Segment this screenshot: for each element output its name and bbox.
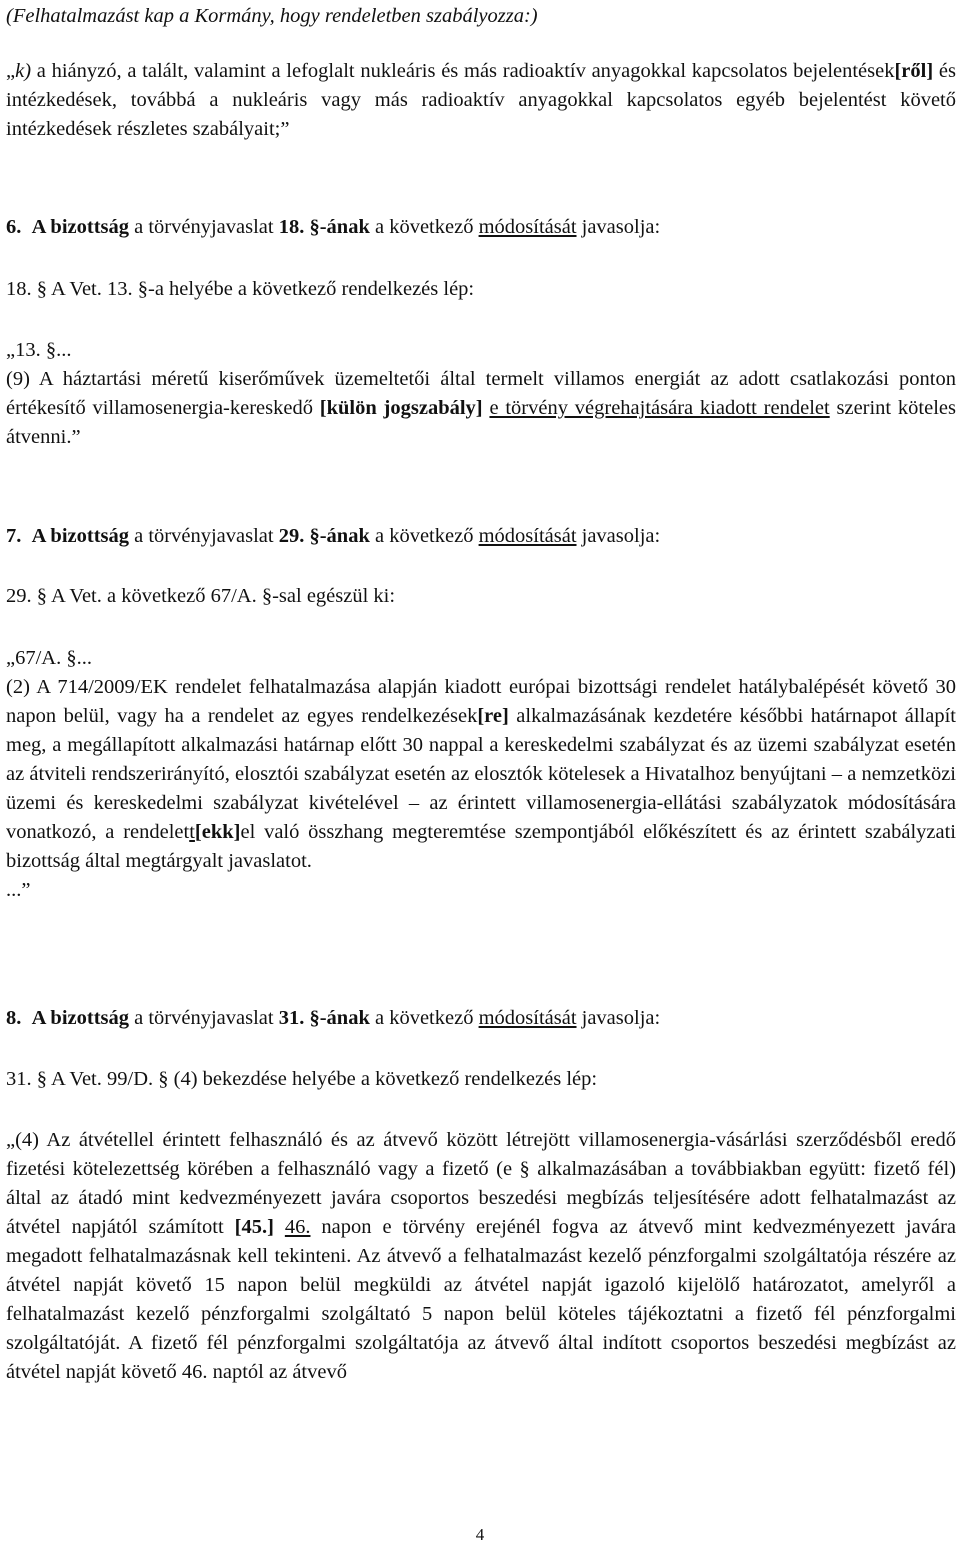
committee-label: A bizottság bbox=[31, 216, 129, 238]
inserted-text: e törvény végrehajtására kiadott rendelet bbox=[489, 397, 830, 419]
section-body bbox=[6, 365, 956, 452]
body-text: alkalmazásának kezdetére későbbi határnapot állapít meg, a megállapított alkalmazási határnap előtt 30 nappal a kereskedelmi szabályzat és az üzemi szabályzat esetén az átviteli rendszerirányító, elosztói szabályzat esetén az elosztók kötelesek a Hivatalhoz benyújtani – a nemzetközi üzemi és kereskedelmi szabályzat kivételével – az érintett villamosenergia-ellátási szabályzatok módosítására vonatkozó, a rendelet bbox=[6, 705, 956, 843]
deleted-text: [45.] bbox=[234, 1216, 274, 1238]
heading-text: a következő bbox=[369, 216, 479, 238]
amendment-number: 8. bbox=[6, 1007, 22, 1029]
modification-link: módosítását bbox=[478, 525, 577, 547]
amendment-reference-8: 31. § A Vet. 99/D. § (4) bekezdése helyébe a következő rendelkezés lép: bbox=[6, 1068, 598, 1090]
body-text: „(4) Az átvétellel érintett felhasználó és az átvevő között létrejött villamosenergia-vásárlási szerződésből eredő fizetési kötelezettség körében a felhasználó vagy a fizető (e § alkalmazásában a továbbiakban együtt: fizető fél) által az átadó mint kedvezményezett javára csoportos beszedési megbízás teljesítésére adott felhatalmazást az átvétel napjától számított bbox=[6, 1129, 956, 1238]
paragraph-k-point bbox=[6, 57, 956, 144]
section-head: „67/A. §... bbox=[6, 647, 92, 669]
authorization-header: (Felhatalmazást kap a Kormány, hogy rendeletben szabályozza:) bbox=[6, 5, 538, 27]
deleted-text: [ekk] bbox=[194, 821, 241, 843]
amendment-heading-8 bbox=[6, 1004, 956, 1033]
heading-text: javasolja: bbox=[576, 1007, 661, 1029]
body-text: napon e törvény erejénél fogva az átvevő mint kedvezményezett javára megadott felhatalmazásnak kell tekinteni. Az átvevő a felhatalmazást kezelő pénzforgalmi szolgáltatója részére az átvétel napját követő 15 napon belül megküldi az átvétel napját igazoló kijelölő határozatot, amelyről a felhatalmazást kezelő pénzforgalmi szolgáltató 5 napon belül köteles tájékoztatni a fizető fél pénzforgalmi szolgáltatóját. A fizető fél pénzforgalmi szolgáltatója az átvevő által indított csoportos beszedési megbízást az átvétel napját követő 46. naptól az átvevő bbox=[6, 1216, 956, 1383]
heading-text: javasolja: bbox=[576, 216, 661, 238]
heading-text: a törvényjavaslat bbox=[129, 216, 279, 238]
page-number: 4 bbox=[475, 1525, 485, 1544]
section-ref: 29. §-ának bbox=[278, 525, 370, 547]
section-ref: 18. §-ának bbox=[278, 216, 370, 238]
inserted-text: 46. bbox=[284, 1216, 311, 1238]
heading-text: a következő bbox=[369, 1007, 479, 1029]
body-text: szerint köteles átvenni.” bbox=[6, 397, 956, 448]
body-text: (2) A 714/2009/EK rendelet felhatalmazása alapján kiadott európai bizottsági rendelet hatálybalépését követő 30 napon belül, vagy ha a rendelet az egyes rendelkezések bbox=[6, 676, 956, 727]
heading-text: a törvényjavaslat bbox=[129, 1007, 279, 1029]
amendment-heading-6 bbox=[6, 213, 956, 242]
section-ref: 31. §-ának bbox=[278, 1007, 370, 1029]
heading-text: javasolja: bbox=[576, 525, 661, 547]
deleted-text: [ről] bbox=[894, 60, 934, 82]
section-end: ...” bbox=[6, 879, 31, 901]
deleted-text: [re] bbox=[477, 705, 509, 727]
section-67a-block bbox=[6, 644, 956, 905]
heading-text: a törvényjavaslat bbox=[129, 525, 279, 547]
quote-open: „ bbox=[6, 60, 16, 82]
amendment-heading-7 bbox=[6, 522, 956, 551]
section-head: „13. §... bbox=[6, 339, 72, 361]
modification-link: módosítását bbox=[478, 216, 577, 238]
section-body bbox=[6, 673, 956, 876]
body-text: (9) A háztartási méretű kiserőművek üzemeltetői által termelt villamos energiát az adott csatlakozási ponton értékesítő villamosenergia-kereskedő bbox=[6, 368, 956, 419]
modification-link: módosítását bbox=[478, 1007, 577, 1029]
section-13-block bbox=[6, 336, 956, 452]
inserted-text: t bbox=[189, 821, 195, 843]
amendment-reference-7: 29. § A Vet. a következő 67/A. §-sal egészül ki: bbox=[6, 585, 396, 607]
space bbox=[274, 1216, 285, 1238]
committee-label: A bizottság bbox=[31, 525, 129, 547]
amendment-number: 7. bbox=[6, 525, 22, 547]
amendment-reference-6: 18. § A Vet. 13. §-a helyébe a következő rendelkezés lép: bbox=[6, 278, 475, 300]
heading-text: a következő bbox=[369, 525, 479, 547]
body-text: el való összhang megteremtése szempontjából előkészített és az érintett szabályzati bizottság által megtárgyalt javaslatot. bbox=[6, 821, 956, 872]
committee-label: A bizottság bbox=[31, 1007, 129, 1029]
section-99d-paragraph bbox=[6, 1126, 956, 1387]
k-text-a: a hiányzó, a talált, valamint a lefoglalt nukleáris és más radioaktív anyagokkal kapcsolatos bejelentések bbox=[31, 60, 895, 82]
amendment-number: 6. bbox=[6, 216, 22, 238]
k-text-b: és intézkedések, továbbá a nukleáris vagy más radioaktív anyagokkal kapcsolatos egyéb bejelentést követő intézkedések részletes szabályait;” bbox=[6, 60, 956, 140]
deleted-text: [külön jogszabály] bbox=[319, 397, 483, 419]
point-label: k) bbox=[15, 60, 32, 82]
